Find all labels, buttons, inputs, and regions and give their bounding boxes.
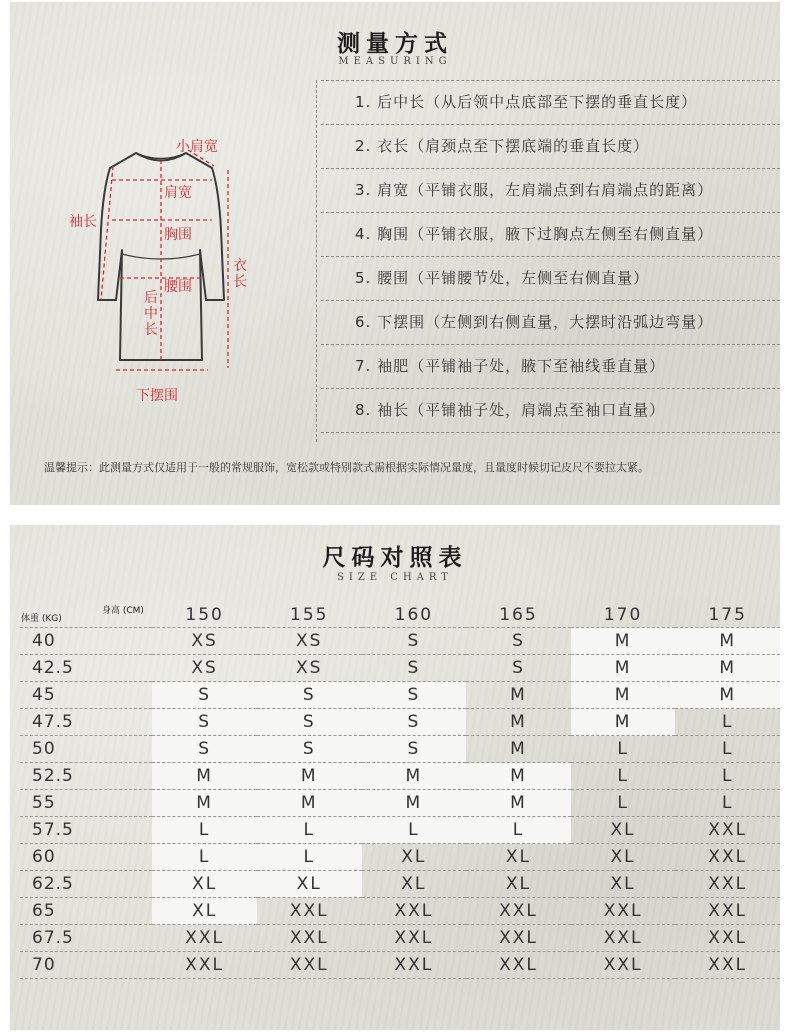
size-cell: L [571,763,676,790]
size-cell: XXL [571,925,676,952]
size-cell: XL [571,844,676,871]
size-cell: XXL [362,925,467,952]
height-column-header: 160 [362,603,467,628]
size-cell: XL [466,844,571,871]
table-row [20,844,780,871]
size-cell: XL [257,871,362,898]
size-cell: L [675,763,780,790]
measuring-item: 4. 胸围（平铺衣服，腋下过胸点左侧至右侧直量） [321,213,780,257]
table-row [20,898,780,925]
size-cell: XXL [257,952,362,979]
size-cell: XL [571,871,676,898]
height-column-header: 165 [466,603,571,628]
size-cell: S [152,682,257,709]
table-row [20,655,780,682]
size-cell: XXL [152,952,257,979]
size-cell: M [466,736,571,763]
weight-cell: 47.5 [20,709,152,736]
size-cell: S [466,628,571,655]
size-cell: XXL [571,898,676,925]
measuring-item: 6. 下摆围（左侧到右侧直量，大摆时沿弧边弯量） [321,301,780,345]
measuring-item: 8. 袖长（平铺袖子处，肩端点至袖口直量） [321,389,780,433]
size-cell: XXL [362,898,467,925]
measuring-item: 1. 后中长（从后领中点底部至下摆的垂直长度） [321,80,780,125]
size-cell: M [675,655,780,682]
size-cell: M [362,763,467,790]
weight-header: 体重 (KG) [21,614,62,624]
size-cell: L [571,790,676,817]
size-cell: S [362,709,467,736]
weight-cell: 65 [20,898,152,925]
size-cell: L [257,844,362,871]
hem-label: 下摆围 [136,388,178,404]
size-cell: L [257,817,362,844]
size-cell: L [362,817,467,844]
table-row [20,736,780,763]
size-cell: M [362,790,467,817]
garment-diagram [16,80,317,442]
size-cell: XL [362,871,467,898]
weight-cell: 70 [20,952,152,979]
table-row [20,709,780,736]
size-cell: XXL [257,925,362,952]
measuring-tip: 温馨提示：此测量方式仅适用于一般的常规服饰，宽松款或特别款式需根据实际情况量度，且量度时候切记皮尺不要拉太紧。 [44,461,649,474]
size-cell: S [362,655,467,682]
size-cell: M [152,790,257,817]
weight-cell: 40 [20,628,152,655]
small-shoulder-label: 小肩宽 [176,139,218,155]
measuring-subtitle: MEASURING [338,56,452,67]
sleeve-length-label: 袖长 [69,214,97,230]
size-cell: XS [152,655,257,682]
waist-label: 腰围 [164,279,192,295]
size-cell: S [362,628,467,655]
measuring-title: 测量方式 [337,30,453,57]
measuring-item: 5. 腰围（平铺腰节处，左侧至右侧直量） [321,257,780,301]
size-cell: XXL [675,817,780,844]
size-cell: XXL [152,925,257,952]
size-cell: XXL [675,952,780,979]
size-cell: XL [152,871,257,898]
size-cell: M [152,763,257,790]
measuring-panel [10,2,780,505]
size-chart-subtitle: SIZE CHART [337,572,453,583]
height-header: 身高 (CM) [102,606,144,616]
shoulder-label: 肩宽 [164,185,192,201]
size-cell: XXL [675,925,780,952]
size-cell: M [466,763,571,790]
size-chart-title: 尺码对照表 [322,544,468,571]
weight-cell: 62.5 [20,871,152,898]
size-cell: XL [152,898,257,925]
size-cell: S [466,655,571,682]
size-cell: XXL [257,898,362,925]
size-cell: XXL [466,898,571,925]
size-cell: XS [257,655,362,682]
size-cell: XL [362,844,467,871]
size-cell: L [675,709,780,736]
size-cell: XL [466,871,571,898]
weight-cell: 57.5 [20,817,152,844]
table-row [20,817,780,844]
size-cell: M [675,682,780,709]
table-row [20,871,780,898]
size-chart-panel [10,525,780,1030]
chest-label: 胸围 [164,227,192,243]
measuring-list [321,80,780,433]
weight-cell: 52.5 [20,763,152,790]
size-cell: L [675,790,780,817]
size-table-header-row [20,603,780,628]
weight-cell: 42.5 [20,655,152,682]
measuring-item: 7. 袖肥（平铺袖子处，腋下至袖线垂直量） [321,345,780,389]
weight-cell: 67.5 [20,925,152,952]
height-column-header: 170 [571,603,676,628]
size-cell: M [466,790,571,817]
size-cell: L [152,844,257,871]
size-cell: XXL [675,844,780,871]
size-cell: S [257,709,362,736]
size-cell: XXL [571,952,676,979]
size-cell: L [466,817,571,844]
size-cell: XXL [675,898,780,925]
height-column-header: 150 [152,603,257,628]
garment-length-label: 衣长 [233,258,247,290]
size-cell: M [466,709,571,736]
size-cell: M [675,628,780,655]
weight-cell: 60 [20,844,152,871]
size-cell: XXL [466,925,571,952]
size-cell: M [571,709,676,736]
back-length-label: 后中长 [144,290,158,338]
size-cell: M [257,763,362,790]
size-cell: S [257,736,362,763]
weight-cell: 55 [20,790,152,817]
table-row [20,952,780,979]
size-cell: S [362,682,467,709]
size-cell: M [257,790,362,817]
weight-cell: 50 [20,736,152,763]
size-cell: L [675,736,780,763]
size-table-corner [20,603,152,628]
table-row [20,763,780,790]
weight-cell: 45 [20,682,152,709]
size-cell: S [257,682,362,709]
size-cell: XXL [466,952,571,979]
size-cell: XXL [675,871,780,898]
table-row [20,628,780,655]
height-column-header: 155 [257,603,362,628]
size-cell: XXL [362,952,467,979]
size-cell: S [362,736,467,763]
height-column-header: 175 [675,603,780,628]
table-row [20,925,780,952]
size-table [20,603,780,979]
size-cell: L [152,817,257,844]
size-cell: M [466,682,571,709]
size-cell: XL [571,817,676,844]
measuring-item: 2. 衣长（肩颈点至下摆底端的垂直长度） [321,125,780,169]
size-cell: M [571,628,676,655]
size-cell: M [571,682,676,709]
size-cell: XS [257,628,362,655]
size-cell: M [571,655,676,682]
table-row [20,682,780,709]
measuring-item: 3. 肩宽（平铺衣服，左肩端点到右肩端点的距离） [321,169,780,213]
size-cell: XS [152,628,257,655]
size-cell: L [571,736,676,763]
table-row [20,790,780,817]
size-cell: S [152,709,257,736]
size-cell: S [152,736,257,763]
